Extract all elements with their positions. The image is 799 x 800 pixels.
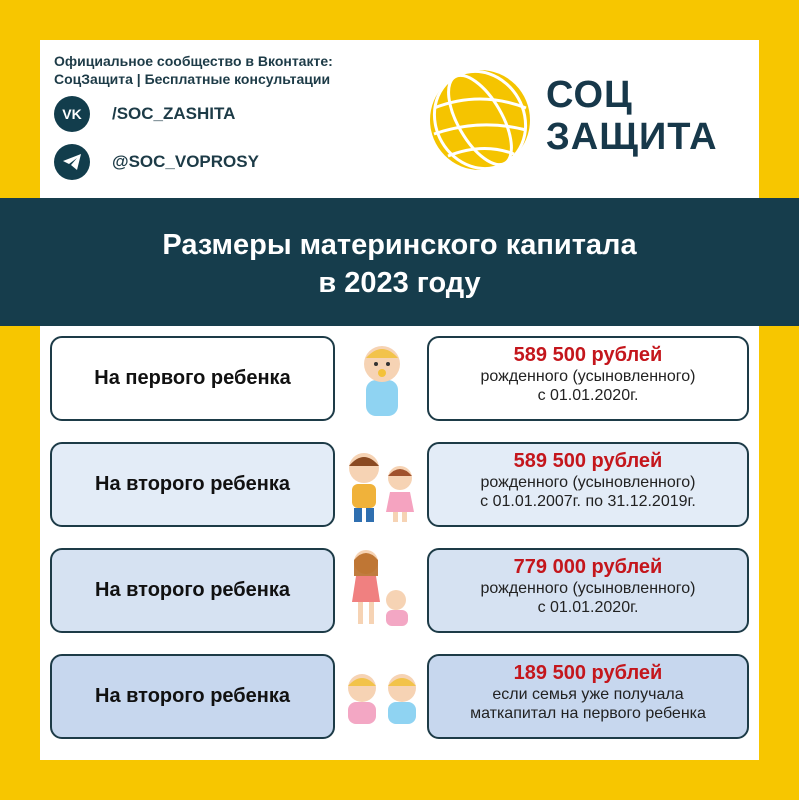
two-kids-icon [340, 446, 424, 526]
row-1-desc-1: рожденного (усыновленного) [480, 368, 696, 385]
baby-icon [352, 340, 412, 420]
row-2-label: На второго ребенка [50, 442, 335, 527]
row-1-desc-2: с 01.01.2020г. [537, 387, 639, 404]
community-description [54, 52, 414, 88]
row-4-desc-2: маткапитал на первого ребенка [470, 705, 706, 722]
community-line-1: Официальное сообщество в Вконтакте: [54, 53, 333, 69]
row-3-amount: 779 000 рублей [513, 556, 663, 578]
row-3-desc-1: рожденного (усыновленного) [480, 580, 696, 597]
girl-and-baby-icon [346, 546, 416, 630]
title-line-1: Размеры материнского капитала [162, 229, 637, 261]
brand-name [546, 74, 718, 158]
brand-line-2: ЗАЩИТА [546, 116, 718, 158]
row-2-desc-1: рожденного (усыновленного) [480, 474, 696, 491]
row-4-desc-1: если семья уже получала [492, 686, 684, 703]
community-line-2: СоцЗащита | Бесплатные консультации [54, 71, 331, 87]
row-1-amount: 589 500 рублей [513, 344, 663, 366]
row-4-amount-box [427, 654, 749, 739]
vk-link[interactable] [54, 96, 235, 132]
telegram-handle[interactable]: @SOC_VOPROSY [112, 152, 259, 171]
vk-icon [54, 96, 90, 132]
row-1-amount-box [427, 336, 749, 421]
telegram-link[interactable] [54, 144, 259, 180]
row-1-label: На первого ребенка [50, 336, 335, 421]
row-2-desc-2: с 01.01.2007г. по 31.12.2019г. [480, 493, 696, 510]
svg-text:VK: VK [62, 107, 82, 121]
page-title [0, 226, 799, 302]
vk-handle[interactable]: /SOC_ZASHITA [112, 104, 236, 123]
two-babies-icon [340, 668, 424, 728]
globe-logo-icon [428, 68, 532, 172]
title-line-2: в 2023 году [318, 267, 481, 299]
row-3-desc-2: с 01.01.2020г. [537, 599, 639, 616]
row-4-amount: 189 500 рублей [513, 662, 663, 684]
title-banner [0, 198, 799, 326]
row-3-amount-box [427, 548, 749, 633]
telegram-icon [54, 144, 90, 180]
row-2-amount: 589 500 рублей [513, 450, 663, 472]
row-2-amount-box [427, 442, 749, 527]
row-4-label: На второго ребенка [50, 654, 335, 739]
row-3-label: На второго ребенка [50, 548, 335, 633]
brand-line-1: СОЦ [546, 74, 633, 116]
